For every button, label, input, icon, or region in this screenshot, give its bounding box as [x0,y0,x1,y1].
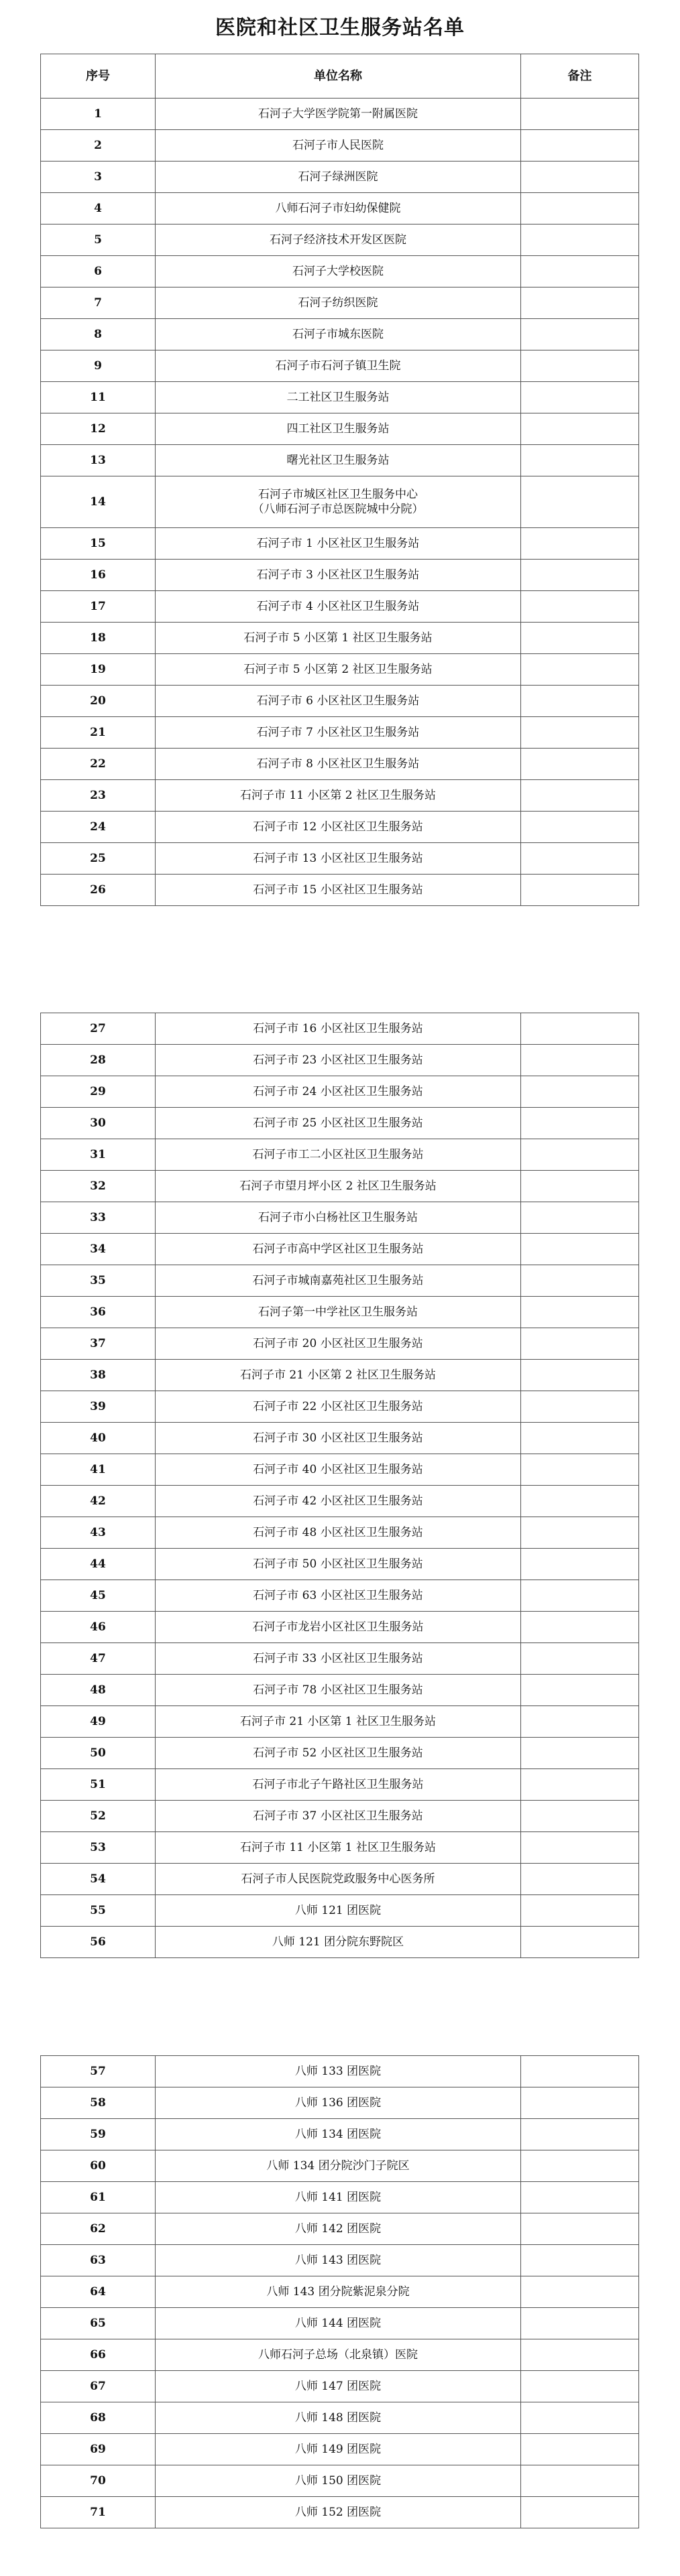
table-row [41,1738,639,1769]
table-row [41,193,639,224]
table-row [41,1013,639,1045]
row-number: 65 [41,2308,156,2339]
remark-cell [521,1202,639,1234]
unit-name: 二工社区卫生服务站 [156,382,521,413]
table-row [41,1297,639,1328]
table-header-row [41,54,639,99]
remark-cell [521,623,639,654]
table-row [41,2497,639,2528]
remark-cell [521,2276,639,2308]
remark-cell [521,591,639,623]
row-number: 61 [41,2182,156,2213]
row-number: 62 [41,2213,156,2245]
unit-name: 石河子市 21 小区第 1 社区卫生服务站 [156,1706,521,1738]
remark-cell [521,812,639,843]
unit-name: 石河子市 4 小区社区卫生服务站 [156,591,521,623]
remark-cell [521,2465,639,2497]
remark-cell [521,2497,639,2528]
row-number: 13 [41,445,156,476]
table-row [41,130,639,162]
row-number: 8 [41,319,156,350]
remark-cell [521,1832,639,1864]
remark-cell [521,780,639,812]
row-number: 60 [41,2150,156,2182]
row-number: 71 [41,2497,156,2528]
remark-cell [521,1675,639,1706]
remark-cell [521,2245,639,2276]
table-row [41,2150,639,2182]
row-number: 16 [41,560,156,591]
remark-cell [521,749,639,780]
remark-cell [521,1580,639,1612]
row-number: 34 [41,1234,156,1265]
remark-cell [521,130,639,162]
remark-cell [521,717,639,749]
row-number: 47 [41,1643,156,1675]
remark-cell [521,1769,639,1801]
remark-cell [521,1265,639,1297]
unit-name: 石河子市 33 小区社区卫生服务站 [156,1643,521,1675]
unit-name: 石河子市北子午路社区卫生服务站 [156,1769,521,1801]
unit-name: 八师 133 团医院 [156,2056,521,2087]
unit-name: 石河子市城南嘉苑社区卫生服务站 [156,1265,521,1297]
unit-name: 石河子市 40 小区社区卫生服务站 [156,1454,521,1486]
table-row [41,2213,639,2245]
unit-name: 石河子市人民医院 [156,130,521,162]
unit-name: 石河子市 11 小区第 1 社区卫生服务站 [156,1832,521,1864]
table-row [41,1612,639,1643]
row-number: 5 [41,224,156,256]
table-row [41,1801,639,1832]
row-number: 41 [41,1454,156,1486]
row-number: 4 [41,193,156,224]
remark-cell [521,1076,639,1108]
unit-name: 石河子市 21 小区第 2 社区卫生服务站 [156,1360,521,1391]
unit-name: 石河子市 37 小区社区卫生服务站 [156,1801,521,1832]
table-row [41,1076,639,1108]
row-number: 2 [41,130,156,162]
unit-name: 八师 147 团医院 [156,2371,521,2402]
table-row [41,1643,639,1675]
table-row [41,654,639,686]
remark-cell [521,382,639,413]
remark-cell [521,445,639,476]
table-row [41,780,639,812]
row-number: 50 [41,1738,156,1769]
table-row [41,1864,639,1895]
table-row [41,560,639,591]
table-row [41,717,639,749]
table-row [41,1580,639,1612]
unit-name: 石河子市工二小区社区卫生服务站 [156,1139,521,1171]
unit-name: 石河子市 42 小区社区卫生服务站 [156,1486,521,1517]
remark-cell [521,1328,639,1360]
row-number: 27 [41,1013,156,1045]
row-number: 29 [41,1076,156,1108]
table-row [41,1108,639,1139]
table-row [41,99,639,130]
row-number: 11 [41,382,156,413]
table-row [41,1927,639,1958]
row-number: 33 [41,1202,156,1234]
table-row [41,2402,639,2434]
unit-name: 四工社区卫生服务站 [156,413,521,445]
row-number: 9 [41,350,156,382]
remark-cell [521,2308,639,2339]
unit-name: 八师 152 团医院 [156,2497,521,2528]
table-row [41,162,639,193]
remark-cell [521,1486,639,1517]
row-number: 42 [41,1486,156,1517]
remark-cell [521,287,639,319]
row-number: 59 [41,2119,156,2150]
table-row [41,2434,639,2465]
unit-name: 石河子纺织医院 [156,287,521,319]
remark-cell [521,1234,639,1265]
table-row [41,1171,639,1202]
unit-name-line-1: 石河子市城区社区卫生服务中心 [258,488,418,501]
table-row [41,1895,639,1927]
row-number: 6 [41,256,156,287]
table-row [41,2276,639,2308]
table-section-3 [40,2055,639,2528]
remark-cell [521,2371,639,2402]
remark-cell [521,1895,639,1927]
remark-cell [521,654,639,686]
remark-cell [521,1706,639,1738]
unit-name: 石河子市人民医院党政服务中心医务所 [156,1864,521,1895]
row-number: 26 [41,875,156,906]
unit-name: 石河子市 50 小区社区卫生服务站 [156,1549,521,1580]
unit-name: 石河子市 16 小区社区卫生服务站 [156,1013,521,1045]
unit-name: 八师 149 团医院 [156,2434,521,2465]
table-row [41,623,639,654]
table-row [41,287,639,319]
unit-name: 石河子市 5 小区第 1 社区卫生服务站 [156,623,521,654]
remark-cell [521,1013,639,1045]
row-number: 30 [41,1108,156,1139]
unit-name: 石河子市 23 小区社区卫生服务站 [156,1045,521,1076]
table-row [41,749,639,780]
table-row [41,1045,639,1076]
unit-name: 八师 144 团医院 [156,2308,521,2339]
unit-name: 八师 134 团分院沙门子院区 [156,2150,521,2182]
remark-cell [521,1045,639,1076]
table-row [41,1423,639,1454]
table-row [41,1769,639,1801]
unit-name: 石河子市 11 小区第 2 社区卫生服务站 [156,780,521,812]
table-row [41,1202,639,1234]
remark-cell [521,1454,639,1486]
remark-cell [521,1643,639,1675]
row-number: 70 [41,2465,156,2497]
table-row [41,1454,639,1486]
unit-name: 石河子市 15 小区社区卫生服务站 [156,875,521,906]
table-row [41,1139,639,1171]
table-row [41,1549,639,1580]
unit-name: 石河子市 63 小区社区卫生服务站 [156,1580,521,1612]
remark-cell [521,1517,639,1549]
unit-name: 石河子市 3 小区社区卫生服务站 [156,560,521,591]
row-number: 49 [41,1706,156,1738]
row-number: 48 [41,1675,156,1706]
row-number: 40 [41,1423,156,1454]
unit-name: 石河子市 13 小区社区卫生服务站 [156,843,521,875]
unit-name: 石河子市龙岩小区社区卫生服务站 [156,1612,521,1643]
table-row [41,224,639,256]
row-number: 39 [41,1391,156,1423]
table-row [41,843,639,875]
unit-name: 八师 150 团医院 [156,2465,521,2497]
row-number: 24 [41,812,156,843]
unit-name-line-2: （八师石河子市总医院城中分院） [252,503,424,516]
row-number: 57 [41,2056,156,2087]
remark-cell [521,843,639,875]
row-number: 21 [41,717,156,749]
remark-cell [521,2119,639,2150]
unit-name: 石河子市城东医院 [156,319,521,350]
unit-name: 石河子市 52 小区社区卫生服务站 [156,1738,521,1769]
unit-name: 石河子市 48 小区社区卫生服务站 [156,1517,521,1549]
row-number: 36 [41,1297,156,1328]
row-number: 20 [41,686,156,717]
unit-name: 八师 142 团医院 [156,2213,521,2245]
unit-name: 石河子市高中学区社区卫生服务站 [156,1234,521,1265]
unit-name: 石河子市 30 小区社区卫生服务站 [156,1423,521,1454]
unit-name: 石河子第一中学社区卫生服务站 [156,1297,521,1328]
header-no: 序号 [41,54,156,99]
row-number: 22 [41,749,156,780]
row-number: 52 [41,1801,156,1832]
unit-name: 石河子市 1 小区社区卫生服务站 [156,528,521,560]
table-section-1 [40,54,639,906]
remark-cell [521,1927,639,1958]
table-row [41,528,639,560]
remark-cell [521,2182,639,2213]
header-name: 单位名称 [156,54,521,99]
row-number: 64 [41,2276,156,2308]
row-number: 46 [41,1612,156,1643]
row-number: 17 [41,591,156,623]
remark-cell [521,1171,639,1202]
row-number: 67 [41,2371,156,2402]
remark-cell [521,2339,639,2371]
remark-cell [521,1108,639,1139]
unit-name: 石河子大学医学院第一附属医院 [156,99,521,130]
table-row [41,875,639,906]
table-row [41,2182,639,2213]
unit-name: 八师 121 团医院 [156,1895,521,1927]
header-remark: 备注 [521,54,639,99]
row-number: 44 [41,1549,156,1580]
table-row [41,2371,639,2402]
remark-cell [521,875,639,906]
table-row [41,1706,639,1738]
row-number: 51 [41,1769,156,1801]
unit-name: 八师 148 团医院 [156,2402,521,2434]
unit-name: 八师 134 团医院 [156,2119,521,2150]
remark-cell [521,1864,639,1895]
row-number: 37 [41,1328,156,1360]
remark-cell [521,193,639,224]
remark-cell [521,319,639,350]
row-number: 19 [41,654,156,686]
row-number: 66 [41,2339,156,2371]
table-row [41,319,639,350]
remark-cell [521,1391,639,1423]
remark-cell [521,1423,639,1454]
row-number: 38 [41,1360,156,1391]
table-row [41,2465,639,2497]
remark-cell [521,1738,639,1769]
remark-cell [521,1549,639,1580]
table-row [41,2087,639,2119]
table-row [41,2119,639,2150]
remark-cell [521,2213,639,2245]
remark-cell [521,1139,639,1171]
remark-cell [521,1360,639,1391]
unit-name: 八师 141 团医院 [156,2182,521,2213]
table-row [41,1265,639,1297]
table-row [41,812,639,843]
unit-name: 石河子市 5 小区第 2 社区卫生服务站 [156,654,521,686]
row-number: 28 [41,1045,156,1076]
row-number: 12 [41,413,156,445]
unit-name: 八师石河子市妇幼保健院 [156,193,521,224]
unit-name: 八师 136 团医院 [156,2087,521,2119]
row-number: 68 [41,2402,156,2434]
row-number: 1 [41,99,156,130]
unit-name: 石河子市 6 小区社区卫生服务站 [156,686,521,717]
table-row [41,686,639,717]
table-row [41,476,639,528]
remark-cell [521,2087,639,2119]
row-number: 56 [41,1927,156,1958]
unit-name [156,476,521,528]
row-number: 69 [41,2434,156,2465]
remark-cell [521,413,639,445]
row-number: 53 [41,1832,156,1864]
table-row [41,2339,639,2371]
unit-name: 八师石河子总场（北泉镇）医院 [156,2339,521,2371]
remark-cell [521,1612,639,1643]
unit-name: 曙光社区卫生服务站 [156,445,521,476]
row-number: 23 [41,780,156,812]
unit-name: 石河子市 78 小区社区卫生服务站 [156,1675,521,1706]
unit-name: 八师 121 团分院东野院区 [156,1927,521,1958]
row-number: 63 [41,2245,156,2276]
page-title: 医院和社区卫生服务站名单 [215,16,465,40]
unit-name: 石河子市 7 小区社区卫生服务站 [156,717,521,749]
unit-name: 石河子大学校医院 [156,256,521,287]
unit-name: 石河子市 8 小区社区卫生服务站 [156,749,521,780]
unit-name: 石河子市小白杨社区卫生服务站 [156,1202,521,1234]
remark-cell [521,2402,639,2434]
remark-cell [521,476,639,528]
unit-name: 八师 143 团分院紫泥泉分院 [156,2276,521,2308]
unit-name: 八师 143 团医院 [156,2245,521,2276]
row-number: 7 [41,287,156,319]
remark-cell [521,560,639,591]
remark-cell [521,256,639,287]
table-row [41,445,639,476]
unit-name: 石河子市 24 小区社区卫生服务站 [156,1076,521,1108]
row-number: 58 [41,2087,156,2119]
remark-cell [521,686,639,717]
remark-cell [521,528,639,560]
table-row [41,1360,639,1391]
remark-cell [521,350,639,382]
unit-name: 石河子经济技术开发区医院 [156,224,521,256]
table-row [41,2245,639,2276]
table-row [41,2056,639,2087]
table-row [41,591,639,623]
table-row [41,1234,639,1265]
unit-name: 石河子市 20 小区社区卫生服务站 [156,1328,521,1360]
row-number: 15 [41,528,156,560]
table-row [41,1517,639,1549]
row-number: 31 [41,1139,156,1171]
remark-cell [521,224,639,256]
row-number: 14 [41,476,156,528]
row-number: 25 [41,843,156,875]
remark-cell [521,2434,639,2465]
row-number: 3 [41,162,156,193]
unit-name: 石河子市 12 小区社区卫生服务站 [156,812,521,843]
table-row [41,1675,639,1706]
unit-name: 石河子市石河子镇卫生院 [156,350,521,382]
table-row [41,1832,639,1864]
unit-name: 石河子市望月坪小区 2 社区卫生服务站 [156,1171,521,1202]
table-row [41,256,639,287]
table-row [41,350,639,382]
row-number: 32 [41,1171,156,1202]
remark-cell [521,1297,639,1328]
table-row [41,1391,639,1423]
table-row [41,2308,639,2339]
row-number: 18 [41,623,156,654]
table-row [41,1486,639,1517]
table-row [41,1328,639,1360]
unit-name: 石河子绿洲医院 [156,162,521,193]
row-number: 35 [41,1265,156,1297]
remark-cell [521,1801,639,1832]
row-number: 43 [41,1517,156,1549]
table-section-2 [40,1013,639,1958]
row-number: 45 [41,1580,156,1612]
table-row [41,413,639,445]
remark-cell [521,162,639,193]
unit-name: 石河子市 22 小区社区卫生服务站 [156,1391,521,1423]
remark-cell [521,2150,639,2182]
remark-cell [521,2056,639,2087]
row-number: 55 [41,1895,156,1927]
row-number: 54 [41,1864,156,1895]
unit-name: 石河子市 25 小区社区卫生服务站 [156,1108,521,1139]
table-row [41,382,639,413]
remark-cell [521,99,639,130]
